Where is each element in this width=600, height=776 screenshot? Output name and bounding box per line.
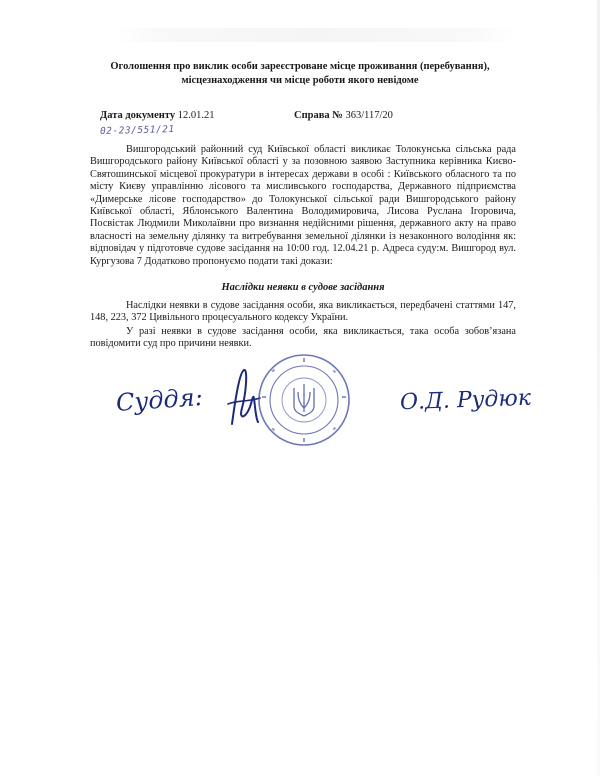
consequence-paragraph-2: У разі неявки в судове засідання особи, яка викликається, така особа зобов’язана повідомити суд про причини неявки. bbox=[90, 325, 516, 350]
consequences-section bbox=[90, 300, 516, 352]
notice-body: Вишгородський районний суд Київської області викликає Толокунська сільська рада Вишгородського району Київської області у за позовною заявою Заступника керівника Києво-Святошинської місцевої прокуратури в інтересах держави в особі : Київського обласного та по місту Києву управлінню лісового та мисливського господарства, Державного підприємства «Димерське лісове господарство» до Толокунської сільської ради Вишгородського району Київської області, Яблонського Валентина Володимировича, Лисова Руслана Ігоровича, Посвістак Людмили Миколаївни про визнання недійсними рішення, державного акту на право власності на земельну ділянку та витребування земельної ділянки із незаконного володіння як: відповідач у підготовче судове засідання на 10:00 год. 12.04.21 р. Адреса суду:м. Вишгород вул. Кургузова 7 Додатково пропонуємо подати такі докази: bbox=[90, 144, 516, 267]
court-stamp-seal bbox=[256, 352, 352, 448]
document-title: Оголошення про виклик особи зареєстроване місце проживання (перебування), місцезнаходження чи місце роботи якого невідоме bbox=[110, 61, 490, 86]
document-date bbox=[100, 110, 214, 121]
case-value: 363/117/20 bbox=[345, 110, 393, 121]
date-value: 12.01.21 bbox=[177, 110, 215, 121]
case-number bbox=[294, 110, 393, 121]
date-label: Дата документу bbox=[100, 110, 176, 121]
signature-area bbox=[100, 350, 530, 460]
consequence-paragraph-1: Наслідки неявки в судове засідання особи, яка викликається, передбачені статтями 147, 148, 223, 372 Цивільного процесуального кодексу України. bbox=[90, 300, 516, 324]
case-label: Справа № bbox=[294, 110, 343, 121]
handwritten-registration-number: 02-23/551/21 bbox=[99, 124, 175, 137]
faint-header-line bbox=[115, 28, 515, 42]
judge-label-handwritten: Суддя: bbox=[115, 383, 204, 417]
section-heading: Наслідки неявки в судове засідання bbox=[221, 282, 385, 293]
judge-name-handwritten: О.Д. Рудюк bbox=[399, 385, 532, 416]
